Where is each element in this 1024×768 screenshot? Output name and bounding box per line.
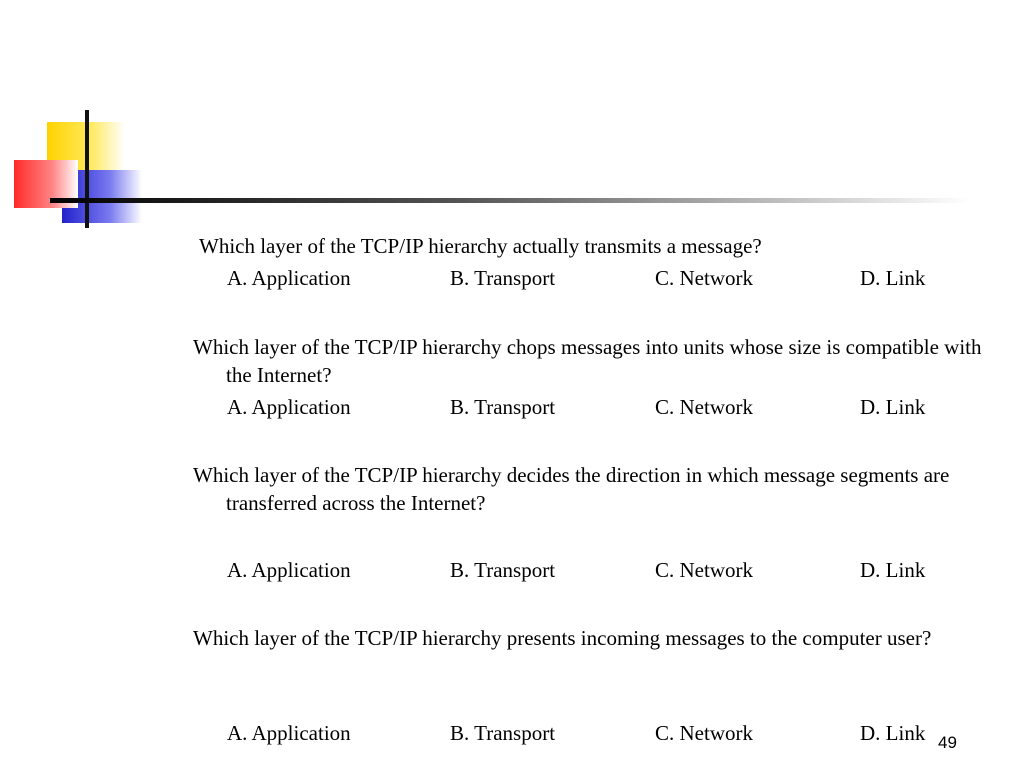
question-3-stem: Which layer of the TCP/IP hierarchy decides the direction in which message segments are transferred across the Internet?	[193, 463, 950, 515]
question-1-options	[227, 264, 987, 292]
question-3	[193, 461, 993, 517]
question-1-option-c: C. Network	[655, 266, 753, 290]
question-3-option-d: D. Link	[860, 558, 926, 582]
question-4-option-b: B. Transport	[450, 721, 556, 745]
question-1	[199, 232, 999, 260]
question-4-stem: Which layer of the TCP/IP hierarchy presents incoming messages to the computer user?	[193, 626, 932, 650]
question-1-option-b: B. Transport	[450, 266, 556, 290]
question-2	[193, 333, 993, 389]
question-1-stem: Which layer of the TCP/IP hierarchy actually transmits a message?	[199, 234, 762, 258]
question-2-option-b: B. Transport	[450, 395, 556, 419]
question-3-option-c: C. Network	[655, 558, 753, 582]
page-number: 49	[938, 733, 957, 752]
question-1-option-d: D. Link	[860, 266, 926, 290]
question-2-option-c: C. Network	[655, 395, 753, 419]
question-4	[193, 624, 993, 652]
question-4-option-c: C. Network	[655, 721, 753, 745]
vertical-rule	[85, 110, 89, 228]
question-3-option-a: A. Application	[227, 558, 351, 582]
question-2-options	[227, 393, 987, 421]
question-4-option-d: D. Link	[860, 721, 926, 745]
question-2-stem: Which layer of the TCP/IP hierarchy chops messages into units whose size is compatible with the Internet?	[193, 335, 982, 387]
slide-decoration	[0, 0, 1024, 240]
question-3-option-b: B. Transport	[450, 558, 556, 582]
question-1-option-a: A. Application	[227, 266, 351, 290]
question-4-option-a: A. Application	[227, 721, 351, 745]
question-4-options	[227, 719, 987, 747]
question-3-options	[227, 556, 987, 584]
question-2-option-a: A. Application	[227, 395, 351, 419]
question-2-option-d: D. Link	[860, 395, 926, 419]
horizontal-rule	[50, 198, 970, 203]
